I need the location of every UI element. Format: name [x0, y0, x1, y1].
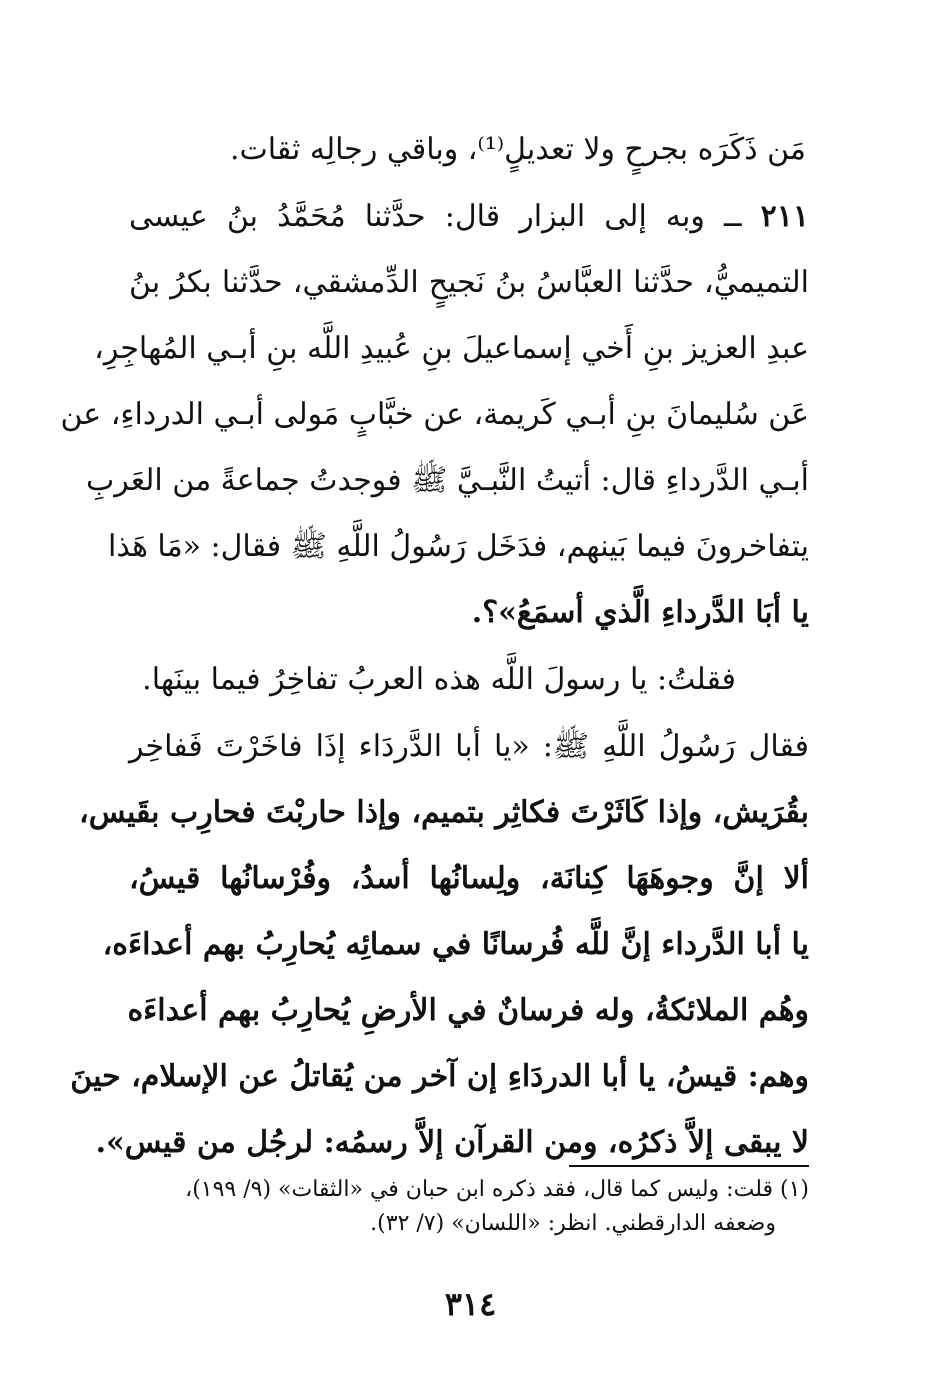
footnote-line-2: وضعفه الدارقطني. انظر: «اللسان» (٧/ ٣٢).	[370, 1211, 776, 1236]
text-line: فقال رَسُولُ اللَّهِ ﷺ: «يا أبا الدَّردَاء إذَا فاخَرْتَ فَفاخِر	[129, 729, 809, 764]
text-line-qultu: فقلتُ: يا رسولَ اللَّه هذه العربُ تفاخِرُ فيما بينَها.	[142, 662, 736, 697]
footnote-line-1: (١) قلت: وليس كما قال، فقد ذكره ابن حبان في «الثقات» (٩/ ١٩٩)،	[185, 1177, 809, 1202]
text-line: بقُرَيش، وإذا كَاثَرْتَ فكاثِر بتميم، وإذا حاربْتَ فحارِب بقَيس،	[79, 795, 809, 830]
text-line: وهم: قيسُ، يا أبا الدردَاءِ إن آخر من يُقاتلُ عن الإسلام، حينَ	[70, 1059, 809, 1094]
text-line: التميميُّ، حدَّثنا العبَّاسُ بنُ نَجيحٍ الدِّمشقي، حدَّثنا بكرُ بنُ	[129, 265, 809, 300]
footnote-divider	[569, 1165, 809, 1167]
hadith-number: ٢١١	[760, 199, 809, 234]
text-line: يا أبا الدَّرداء إنَّ للَّه فُرسانًا في سمائِه يُحارِبُ بهم أعداءَه،	[102, 927, 809, 962]
text-line: لا يبقى إلاَّ ذكرُه، ومن القرآن إلاَّ رسمُه: لرجُل من قيس».	[95, 1125, 809, 1160]
hadith-intro: ــ وبه إلى البزار قال: حدَّثنا مُحَمَّدُ بنُ عيسى	[129, 199, 742, 234]
text-line: أبـي الدَّرداءِ قال: أتيتُ النَّبـيَّ ﷺ فوجدتُ جماعةً من العَربِ	[85, 463, 809, 498]
text-line: عبدِ العزيز بنِ أَخي إسماعيلَ بنِ عُبيدِ اللَّه بنِ أبـي المُهاجِرِ،	[94, 331, 809, 366]
text-line: ألا إنَّ وجوهَهَا كِنانَة، ولِسانُها أسدُ، وفُرْسانُها قيسُ،	[129, 861, 809, 896]
text-line-carryover: مَن ذَكَرَه بجرحٍ ولا تعديلٍ⁽¹⁾، وباقي رجالِه ثقات.	[229, 132, 806, 167]
hadith-211-first-line	[129, 197, 809, 237]
text-line: عَن سُليمانَ بنِ أبـي كَريمة، عن خبَّابٍ مَولى أبـي الدرداءِ، عن	[60, 397, 809, 432]
text-line-quote: يا أبَا الدَّرداءِ الَّذي أسمَعُ»؟.	[471, 595, 809, 630]
page-number: ٣١٤	[444, 1285, 497, 1323]
text-line: وهُم الملائكةُ، وله فرسانٌ في الأرضِ يُحارِبُ بهم أعداءَه	[127, 993, 809, 1028]
text-line: يتفاخرونَ فيما بَينهم، فدَخَل رَسُولُ اللَّهِ ﷺ فقال: «مَا هَذا	[107, 529, 809, 564]
